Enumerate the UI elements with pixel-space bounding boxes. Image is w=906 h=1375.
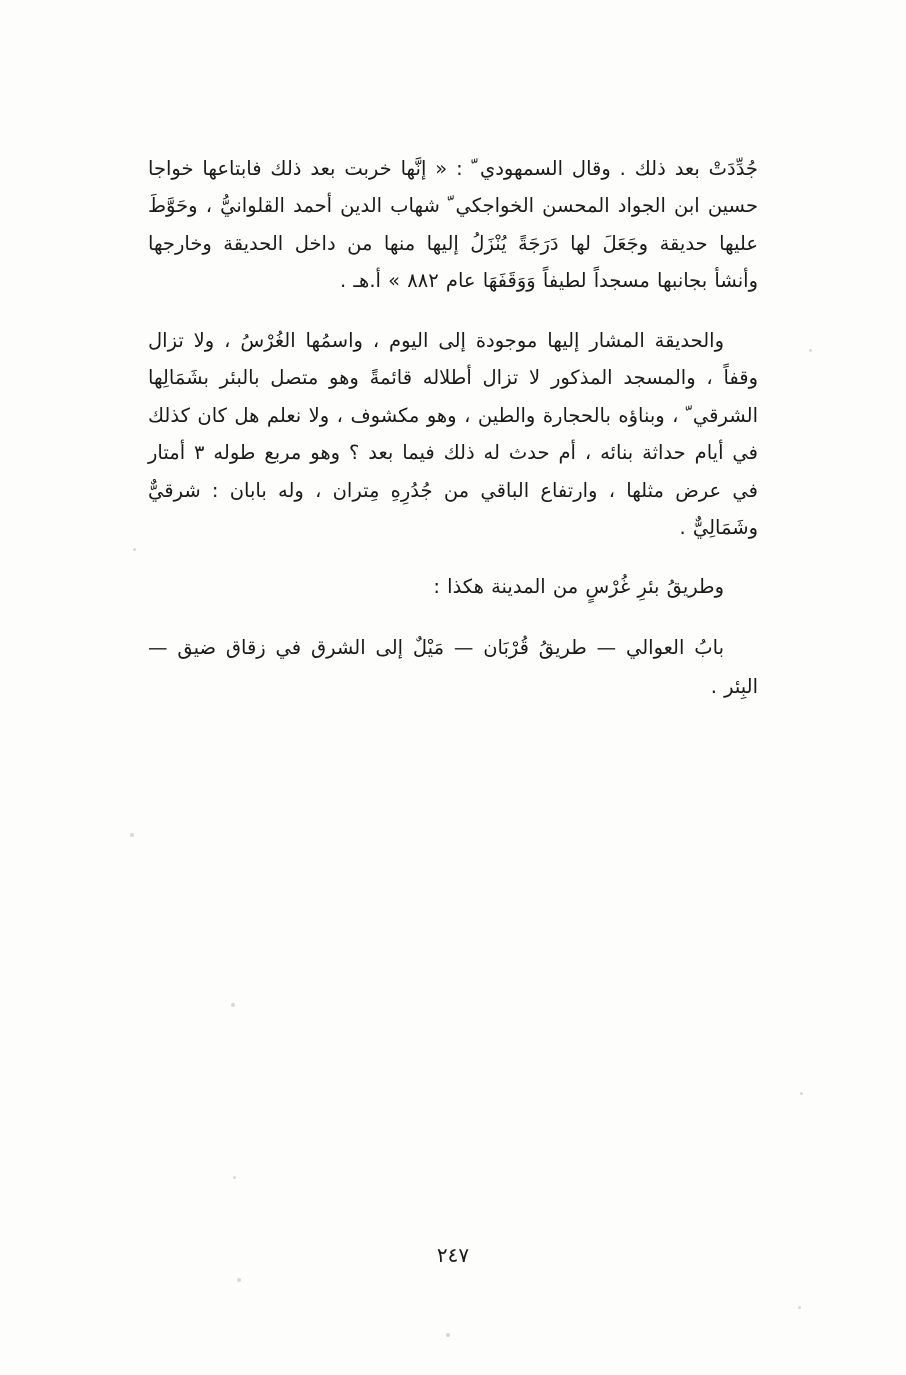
scan-speck <box>233 1176 236 1179</box>
scan-speck <box>130 833 134 837</box>
paragraph-1: جُدِّدَتْ بعد ذلك . وقال السمهودي ّ : « إنَّها خربت بعد ذلك فابتاعها خواجا حسين ابن الجواد المحسن الخواجكي ّ شهاب الدين أحمد القلوانيُّ ، وحَوَّطَ عليها حديقة وجَعَلَ لها دَرَجَةً يُنْزَلُ إليها منها من داخل الحديقة وخارجها وأنشأ بجانبها مسجداً لطيفاً وَوَقَفَهَا عام ٨٨٢ » أ.هـ . <box>148 157 758 293</box>
scan-speck <box>446 1333 450 1337</box>
scan-speck <box>231 1003 235 1007</box>
scan-speck <box>798 1306 801 1309</box>
paragraph-2: والحديقة المشار إليها موجودة إلى اليوم ، واسمُها الغُرْسُ ، ولا تزال وقفاً ، والمسجد المذكور لا تزال أطلاله قائمةً وهو متصل بالبئر بشَمَالِها الشرقي ّ ، وبناؤه بالحجارة والطين ، وهو مكشوف ، ولا نعلم هل كان كذلك في أيام حداثة بنائه ، أم حدث له ذلك فيما بعد ؟ وهو مربع طوله ٣ أمتار في عرض مثلها ، وارتفاع الباقي من جُدُرِهِ مِتران ، وله بابان : شرقيٌّ وشَمَالِيٌّ . <box>148 328 758 539</box>
paragraph-4: بابُ العوالي — طريقُ قُرْبَان — مَيْلٌ إلى الشرق في زقاق ضيق — البِئر . <box>148 635 758 698</box>
scan-speck <box>809 349 812 352</box>
scan-speck <box>800 1092 803 1095</box>
paragraph-3: وطريقُ بئرِ غُرْسٍ من المدينة هكذا : <box>433 575 724 599</box>
page-content <box>148 150 758 722</box>
scan-speck <box>237 1278 241 1282</box>
scan-speck <box>133 548 136 551</box>
page-number: ٢٤٧ <box>436 1243 470 1267</box>
